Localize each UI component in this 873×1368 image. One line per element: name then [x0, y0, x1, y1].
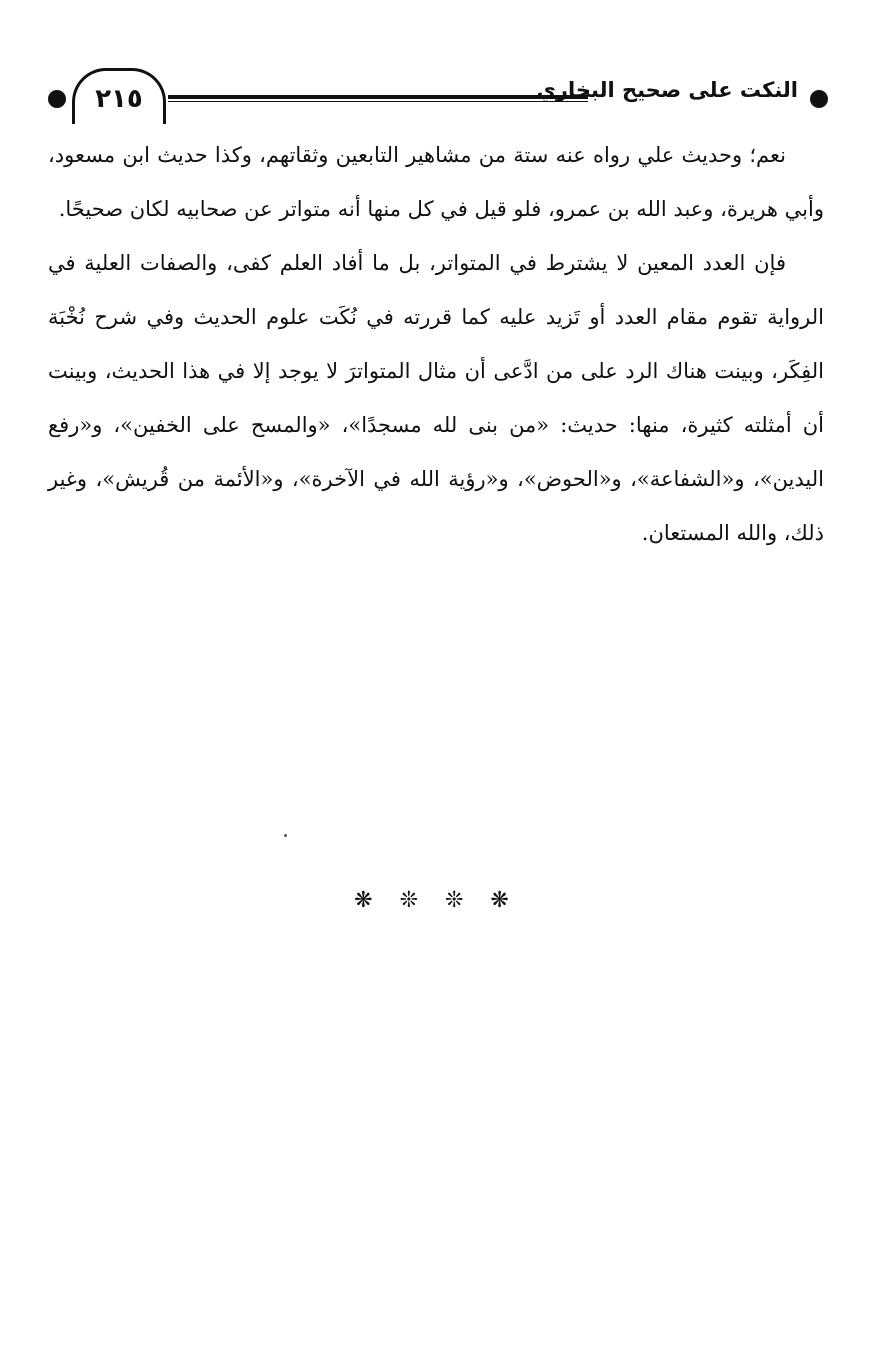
page-header [48, 68, 828, 126]
left-ornament-dot [48, 90, 66, 108]
section-separator: ❋ ❊ ❊ ❋ [354, 888, 519, 913]
header-rule [168, 95, 588, 102]
paragraph-1: نعم؛ وحديث علي رواه عنه ستة من مشاهير التابعين وثقاتهم، وكذا حديث ابن مسعود، وأبي هريرة، وعبد الله بن عمرو، فلو قيل في كل منها أنه متواتر عن صحابيه لكان صحيحًا. [48, 143, 824, 221]
page-number: ٢١٥ [72, 68, 166, 124]
print-speck [284, 834, 287, 837]
right-ornament-dot [810, 90, 828, 108]
paragraph-2: فإن العدد المعين لا يشترط في المتواتر، بل ما أفاد العلم كفى، والصفات العلية في الرواية تقوم مقام العدد أو تَزيد عليه كما قررته في نُكَت علوم الحديث وفي شرح نُخْبَة الفِكَر، وبينت هناك الرد على من ادَّعى أن مثال المتواترَ لا يوجد إلا في هذا الحديث، وبينت أن أمثلته كثيرة، منها: حديث: «من بنى لله مسجدًا»، «والمسح على الخفين»، و«رفع اليدين»، و«الشفاعة»، و«الحوض»، و«رؤية الله في الآخرة»، و«الأئمة من قُريش»، وغير ذلك، والله المستعان. [48, 251, 824, 545]
running-title: النكت على صحيح البخاري [536, 78, 798, 102]
body-text [48, 128, 824, 560]
